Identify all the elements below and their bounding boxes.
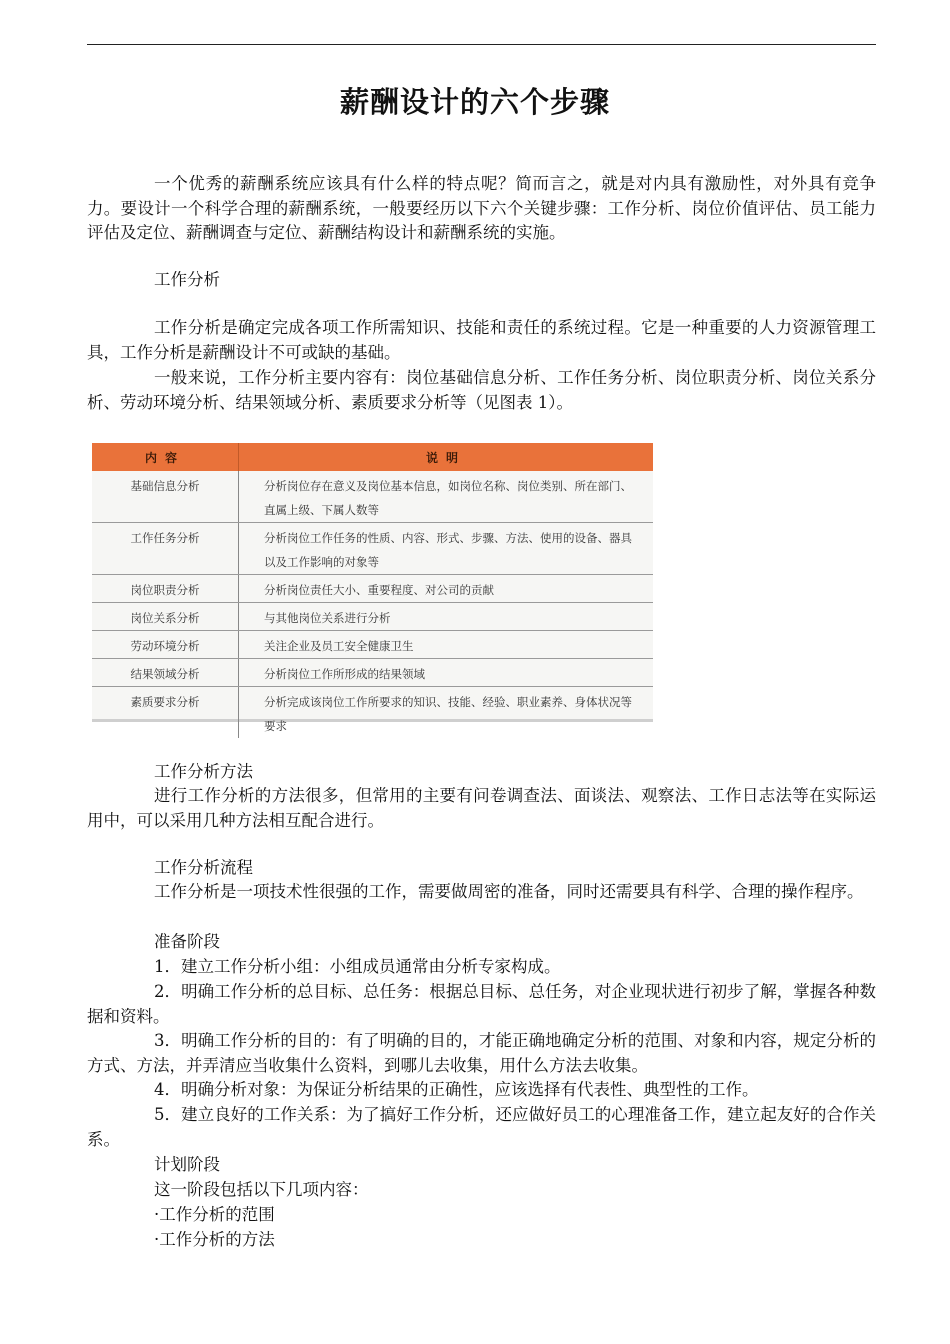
section-heading-plan: 计划阶段: [154, 1155, 220, 1174]
prep-item: 3．明确工作分析的目的：有了明确的目的，才能正确地确定分析的范围、对象和内容，规定分析的方式、方法，并弄清应当收集什么资料，到哪儿去收集，用什么方法去收集。: [87, 1031, 876, 1075]
header-rule: [87, 44, 876, 45]
table-row: [92, 471, 653, 523]
table-header-desc: 说明: [239, 443, 654, 471]
table-cell-desc: 关注企业及员工安全健康卫生: [239, 631, 654, 659]
table-header-row: [92, 443, 653, 471]
table-cell-item: 基础信息分析: [92, 471, 239, 523]
table-cell-item: 劳动环境分析: [92, 631, 239, 659]
plan-paragraph: 这一阶段包括以下几项内容：: [154, 1180, 369, 1199]
table-cell-item: 岗位关系分析: [92, 603, 239, 631]
job-analysis-contents: 一般来说，工作分析主要内容有：岗位基础信息分析、工作任务分析、岗位职责分析、岗位关系分析、劳动环境分析、结果领域分析、素质要求分析等（见图表 1）。: [87, 368, 876, 412]
table-cell-desc: 分析完成该岗位工作所要求的知识、技能、经验、职业素养、身体状况等要求: [264, 695, 632, 733]
prep-item: 4．明确分析对象：为保证分析结果的正确性，应该选择有代表性、典型性的工作。: [154, 1080, 759, 1099]
section-heading-methods: 工作分析方法: [154, 762, 253, 781]
table-cell-item: 结果领域分析: [92, 659, 239, 687]
job-analysis-definition: 工作分析是确定完成各项工作所需知识、技能和责任的系统过程。它是一种重要的人力资源管理工具，工作分析是薪酬设计不可或缺的基础。: [87, 318, 876, 362]
table-cell-item: 岗位职责分析: [92, 575, 239, 603]
table-cell-item: 工作任务分析: [92, 523, 239, 575]
plan-item: ·工作分析的方法: [154, 1230, 275, 1249]
table-cell-item: 素质要求分析: [92, 687, 239, 739]
table-cell-desc: 分析岗位工作所形成的结果领域: [239, 659, 654, 687]
job-analysis-table: [92, 443, 653, 738]
table-cell-desc: 分析岗位存在意义及岗位基本信息，如岗位名称、岗位类别、所在部门、直属上级、下属人数等: [239, 471, 654, 523]
table-row: [92, 575, 653, 603]
table-row: [92, 631, 653, 659]
section-heading-process: 工作分析流程: [154, 858, 253, 877]
table-cell-desc: 分析岗位工作任务的性质、内容、形式、步骤、方法、使用的设备、器具以及工作影响的对象等: [239, 523, 654, 575]
table-row: [92, 523, 653, 575]
prep-item: 1．建立工作分析小组：小组成员通常由分析专家构成。: [154, 957, 561, 976]
page-title: 薪酬设计的六个步骤: [339, 85, 610, 119]
methods-paragraph: 进行工作分析的方法很多，但常用的主要有问卷调查法、面谈法、观察法、工作日志法等在实际运用中，可以采用几种方法相互配合进行。: [87, 786, 876, 830]
figure-table-1: [92, 443, 653, 733]
table-row: [92, 687, 653, 739]
table-header-item: 内容: [92, 443, 239, 471]
section-heading-prep: 准备阶段: [154, 932, 220, 951]
plan-item: ·工作分析的范围: [154, 1205, 275, 1224]
intro-paragraph: 一个优秀的薪酬系统应该具有什么样的特点呢？简而言之，就是对内具有激励性，对外具有竞争力。要设计一个科学合理的薪酬系统，一般要经历以下六个关键步骤：工作分析、岗位价值评估、员工能力评估及定位、薪酬调查与定位、薪酬结构设计和薪酬系统的实施。: [87, 174, 876, 242]
table-cell-desc: 分析岗位责任大小、重要程度、对公司的贡献: [239, 575, 654, 603]
prep-item: 2．明确工作分析的总目标、总任务：根据总目标、总任务，对企业现状进行初步了解，掌握各种数据和资料。: [87, 982, 876, 1026]
process-paragraph: 工作分析是一项技术性很强的工作，需要做周密的准备，同时还需要具有科学、合理的操作程序。: [154, 882, 864, 901]
prep-item: 5．建立良好的工作关系：为了搞好工作分析，还应做好员工的心理准备工作，建立起友好的合作关系。: [87, 1105, 876, 1149]
table-row: [92, 603, 653, 631]
section-heading-job-analysis: 工作分析: [154, 270, 220, 289]
table-cell-desc: 与其他岗位关系进行分析: [239, 603, 654, 631]
table-row: [92, 659, 653, 687]
